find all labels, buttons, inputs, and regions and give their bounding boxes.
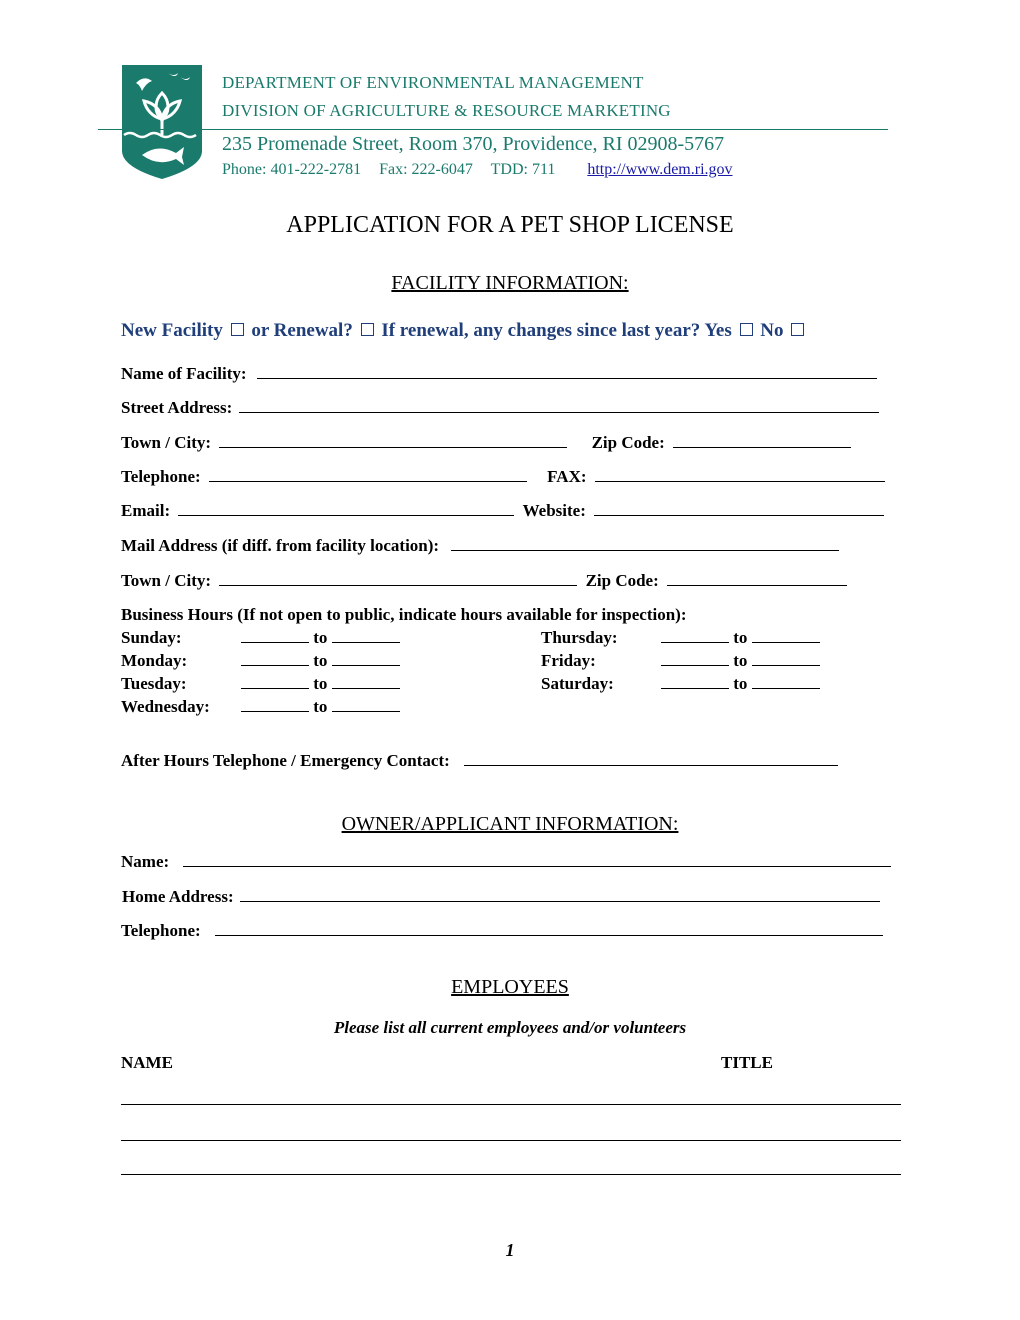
page-number: 1 (505, 1240, 515, 1260)
town-field[interactable] (219, 433, 567, 448)
phone: Phone: 401-222-2781 (222, 161, 362, 178)
owner-telephone-row: Telephone: (121, 921, 883, 941)
telephone-fax-row: Telephone: FAX: (121, 467, 885, 487)
hours-wednesday: Wednesday: (121, 697, 210, 716)
monday-open-field[interactable] (241, 651, 309, 666)
street-address-row: Street Address: (121, 398, 879, 418)
hours-tuesday: Tuesday: (121, 674, 187, 693)
new-facility-checkbox[interactable] (231, 323, 244, 336)
page-title: APPLICATION FOR A PET SHOP LICENSE (286, 212, 734, 238)
mail-zip-field[interactable] (667, 571, 847, 586)
wednesday-close-field[interactable] (332, 697, 400, 712)
department-name: DEPARTMENT OF ENVIRONMENTAL MANAGEMENT (222, 73, 644, 92)
wednesday-open-field[interactable] (241, 697, 309, 712)
saturday-open-field[interactable] (661, 674, 729, 689)
mail-address-field[interactable] (451, 536, 839, 551)
hours-sunday: Sunday: (121, 628, 182, 647)
town-zip-row: Town / City: Zip Code: (121, 433, 851, 453)
thursday-close-field[interactable] (752, 628, 820, 643)
friday-close-field[interactable] (752, 651, 820, 666)
tuesday-open-field[interactable] (241, 674, 309, 689)
changes-yes-checkbox[interactable] (740, 323, 753, 336)
facility-name-field[interactable] (257, 364, 877, 379)
fax: Fax: 222-6047 (379, 161, 473, 178)
facility-name-row: Name of Facility: (121, 364, 877, 384)
saturday-close-field[interactable] (752, 674, 820, 689)
division-name: DIVISION OF AGRICULTURE & RESOURCE MARKETING (222, 101, 671, 120)
owner-telephone-field[interactable] (215, 921, 883, 936)
changes-no-checkbox[interactable] (791, 323, 804, 336)
tdd: TDD: 711 (490, 161, 556, 178)
hours-saturday: Saturday: (541, 674, 614, 693)
friday-open-field[interactable] (661, 651, 729, 666)
col-title-header: TITLE (721, 1053, 773, 1072)
employees-note: Please list all current employees and/or volunteers (333, 1018, 687, 1037)
mail-town-field[interactable] (219, 571, 577, 586)
zip-field[interactable] (673, 433, 851, 448)
contact-line (222, 161, 733, 179)
office-address: 235 Promenade Street, Room 370, Providence, RI 02908-5767 (222, 133, 725, 155)
owner-name-row: Name: (121, 852, 891, 872)
col-name-header: NAME (121, 1053, 173, 1072)
owner-name-field[interactable] (183, 852, 891, 867)
hours-thursday: Thursday: (541, 628, 618, 647)
website-field[interactable] (594, 501, 884, 516)
tuesday-close-field[interactable] (332, 674, 400, 689)
hours-heading: Business Hours (If not open to public, indicate hours available for inspection): (121, 605, 687, 624)
after-hours-field[interactable] (464, 751, 838, 766)
employees-heading: EMPLOYEES (451, 976, 569, 998)
dem-logo (118, 63, 206, 181)
employee-line-2[interactable] (121, 1140, 901, 1141)
email-website-row: Email: Website: (121, 501, 884, 521)
street-address-field[interactable] (239, 398, 879, 413)
owner-home-field[interactable] (240, 887, 880, 902)
sunday-close-field[interactable] (332, 628, 400, 643)
hours-friday: Friday: (541, 651, 596, 670)
hours-monday: Monday: (121, 651, 188, 670)
facility-heading: FACILITY INFORMATION: (391, 272, 629, 294)
website-link[interactable]: http://www.dem.ri.gov (587, 161, 733, 178)
renewal-checkbox[interactable] (361, 323, 374, 336)
header-rule (98, 129, 888, 130)
mail-town-zip-row: Town / City: Zip Code: (121, 571, 847, 591)
telephone-field[interactable] (209, 467, 527, 482)
employee-line-3[interactable] (121, 1174, 901, 1175)
facility-type-line: New Facility or Renewal? If renewal, any changes since last year? Yes No (121, 320, 807, 342)
employee-line-1[interactable] (121, 1104, 901, 1105)
owner-home-row: Home Address: (122, 887, 880, 907)
after-hours-row: After Hours Telephone / Emergency Contact: (121, 751, 838, 771)
thursday-open-field[interactable] (661, 628, 729, 643)
sunday-open-field[interactable] (241, 628, 309, 643)
monday-close-field[interactable] (332, 651, 400, 666)
owner-heading: OWNER/APPLICANT INFORMATION: (341, 813, 679, 835)
email-field[interactable] (178, 501, 514, 516)
mail-address-row: Mail Address (if diff. from facility location): (121, 536, 839, 556)
fax-field[interactable] (595, 467, 885, 482)
